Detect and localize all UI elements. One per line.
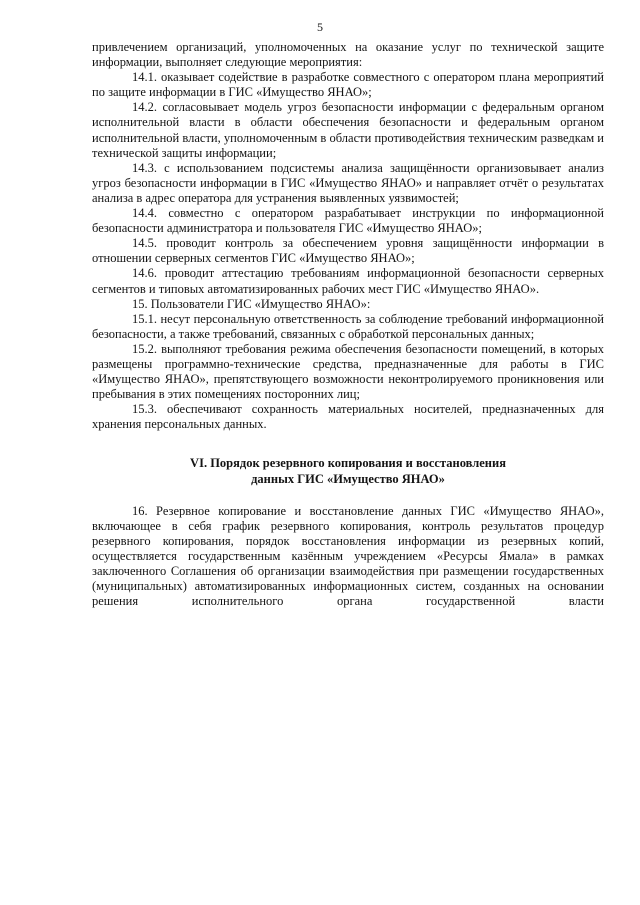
paragraph-15-3: 15.3. обеспечивают сохранность материальных носителей, предназначенных для хранения персональных данных. <box>92 402 604 432</box>
page-number: 5 <box>317 20 323 34</box>
paragraph-15-1: 15.1. несут персональную ответственность за соблюдение требований информационной безопасности, а также требований, связанных с обработкой персональных данных; <box>92 311 604 341</box>
paragraph-14-4: 14.4. совместно с оператором разрабатывает инструкции по информационной безопасности администратора и пользователя ГИС «Имущество ЯНАО»; <box>92 206 604 236</box>
paragraph-14-2: 14.2. согласовывает модель угроз безопасности информации с федеральным органом исполнительной власти в области обеспечения безопасности и федеральным органом исполнительной власти, уполномоченным в области противодействия техническим разведкам и технической защиты информации; <box>92 100 604 160</box>
paragraph-16: 16. Резервное копирование и восстановление данных ГИС «Имущество ЯНАО», включающее в себя график резервного копирования, контроль результатов процедур резервного копирования, порядок восстановления информации из резервных копий, осуществляется государственным казённым учреждением «Ресурсы Ямала» в рамках заключенного Соглашения об организации взаимодействия при размещении государственных (муниципальных) автоматизированных информационных систем, созданных на основании решения исполнительного органа государственной власти <box>92 503 604 609</box>
intro-paragraph: привлечением организаций, уполномоченных на оказание услуг по технической защите информации, выполняет следующие мероприятия: <box>92 40 604 70</box>
paragraph-14-3: 14.3. с использованием подсистемы анализа защищённости организовывает анализ угроз безопасности информации в ГИС «Имущество ЯНАО» и направляет отчёт о результатах анализа в адрес оператора для устранения выявленных уязвимостей; <box>92 160 604 205</box>
section-heading-line-1: VI. Порядок резервного копирования и восстановления <box>190 456 506 471</box>
document-body <box>92 40 604 609</box>
paragraph-14-6: 14.6. проводит аттестацию требованиям информационной безопасности серверных сегментов и типовых автоматизированных рабочих мест ГИС «Имущество ЯНАО». <box>92 266 604 296</box>
paragraph-15: 15. Пользователи ГИС «Имущество ЯНАО»: <box>132 296 371 311</box>
section-heading <box>92 456 604 486</box>
paragraph-14-1: 14.1. оказывает содействие в разработке совместного с оператором плана мероприятий по защите информации в ГИС «Имущество ЯНАО»; <box>92 70 604 100</box>
section-heading-line-2: данных ГИС «Имущество ЯНАО» <box>251 471 445 486</box>
paragraph-15-2: 15.2. выполняют требования режима обеспечения безопасности помещений, в которых размещены программно-технические средства, предназначенные для работы в ГИС «Имущество ЯНАО», препятствующего возможности неконтролируемого проникновения или пребывания в этих помещениях посторонних лиц; <box>92 341 604 402</box>
paragraph-14-5: 14.5. проводит контроль за обеспечением уровня защищённости информации в отношении серверных сегментов ГИС «Имущество ЯНАО»; <box>92 236 604 266</box>
